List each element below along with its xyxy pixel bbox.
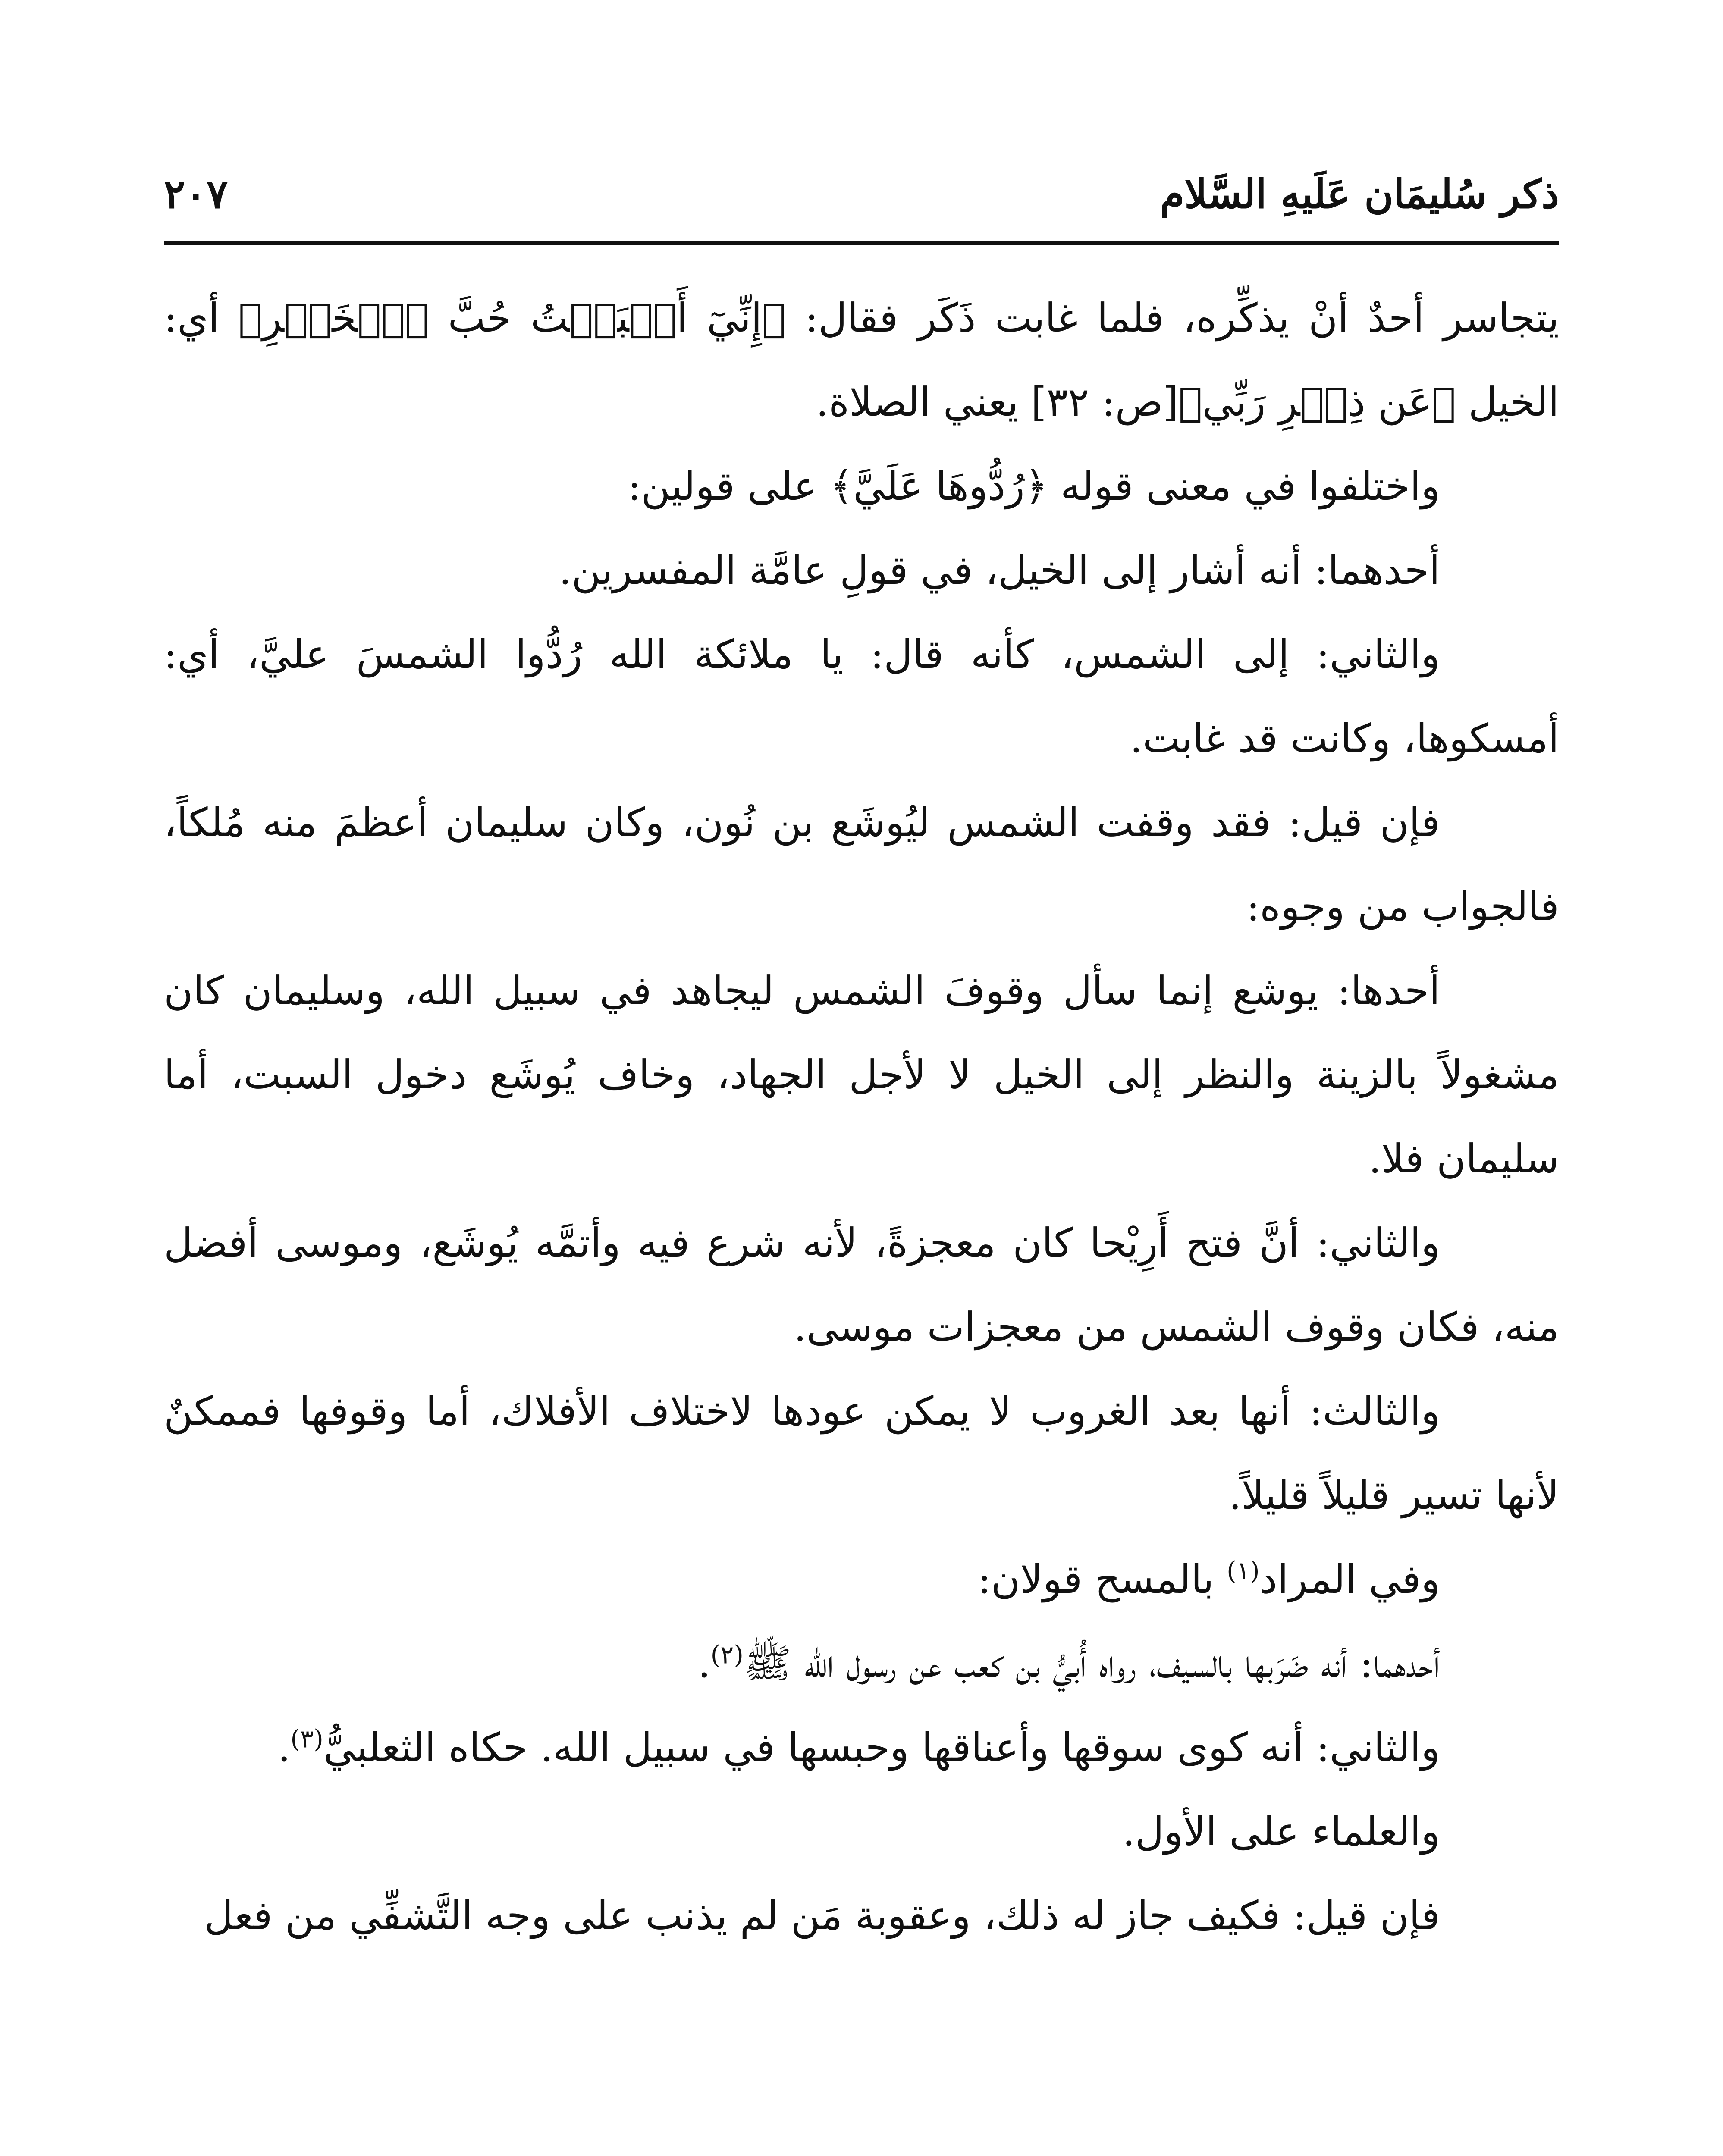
paragraph-2: واختلفوا في معنى قوله ﴿رُدُّوهَا عَلَيَّ﴾ على قولين: [628,463,1440,509]
footnote-ref-2[interactable]: (٢) [710,1640,744,1670]
paragraph-9 [164,1537,1559,1621]
page-number: ٢٠٧ [164,171,228,217]
chapter-title: ذكر سُليمَان عَلَيهِ السَّلام [1160,171,1559,217]
header-rule [164,241,1559,245]
paragraph-1: يتجاسر أحدٌ أنْ يذكِّره، فلما غابت ذَكَر فقال: ﴿إِنِّيٓ أَحۡبَبۡتُ حُبَّ ٱلۡخَيۡرِ﴾ أي: الخيل ﴿عَن ذِكۡرِ رَبِّي﴾[ص: ٣٢] يعني الصلاة. [164,295,1559,425]
paragraph-7: والثاني: أنَّ فتح أَرِيْحا كان معجزةً، لأنه شرع فيه وأتمَّه يُوشَع، وموسى أفضل منه، فكان وقوف الشمس من معجزات موسى. [164,1220,1559,1350]
footnote-ref-1[interactable]: (١) [1227,1556,1260,1586]
running-header [164,160,1559,229]
paragraph-9-text: وفي المراد [1259,1556,1440,1602]
paragraph-5: فإن قيل: فقد وقفت الشمس ليُوشَع بن نُون، وكان سليمان أعظمَ منه مُلكاً، فالجواب من وجوه: [164,799,1559,930]
paragraph-12: والعلماء على الأول. [1122,1808,1440,1855]
paragraph-8: والثالث: أنها بعد الغروب لا يمكن عودها لاختلاف الأفلاك، أما وقوفها فممكنٌ لأنها تسير قليلاً قليلاً. [164,1388,1559,1518]
paragraph-11 [164,1705,1559,1789]
paragraph-13: فإن قيل: فكيف جاز له ذلك، وعقوبة مَن لم يذنب على وجه التَّشفِّي من فعل [204,1893,1440,1939]
paragraph-3: أحدهما: أنه أشار إلى الخيل، في قولِ عامَّة المفسرين. [559,547,1440,593]
footnote-ref-3[interactable]: (٣) [290,1724,323,1754]
paragraph-10 [164,1621,1559,1705]
paragraph-11-text: والثاني: أنه كوى سوقها وأعناقها وحبسها في سبيل الله. حكاه الثعلبيُّ [323,1724,1440,1771]
paragraph-9-rest: بالمسح قولان: [977,1556,1227,1602]
paragraph-6: أحدها: يوشع إنما سأل وقوفَ الشمس ليجاهد في سبيل الله، وسليمان كان مشغولاً بالزينة والنظر إلى الخيل لا لأجل الجهاد، وخاف يُوشَع دخول السبت، أما سليمان فلا. [164,968,1559,1182]
paragraph-4: والثاني: إلى الشمس، كأنه قال: يا ملائكة الله رُدُّوا الشمسَ عليَّ، أي: أمسكوها، وكانت قد غابت. [164,631,1559,761]
main-text [164,276,1559,2130]
paragraph-10-text: أحدهما: أنه ضَرَبها بالسيف، رواه أُبيُّ بن كعب عن رسول الله ﷺ [744,1640,1440,1686]
paragraph-10-end: . [698,1640,711,1686]
paragraph-11-end: . [278,1724,291,1771]
